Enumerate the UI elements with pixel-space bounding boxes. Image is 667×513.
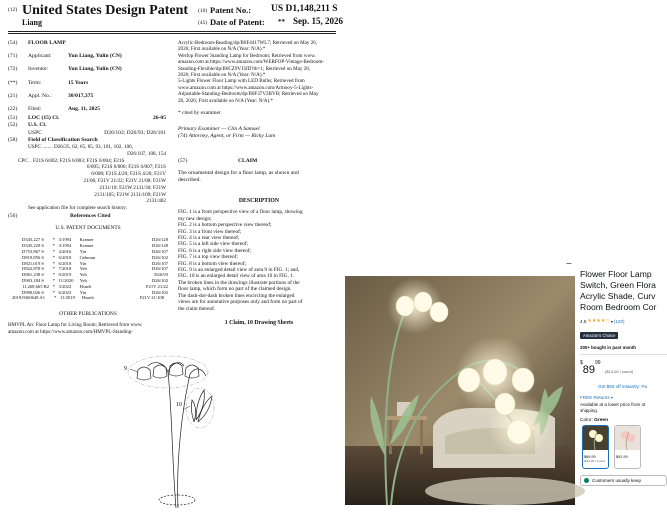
ref-number: D345,229 S [22,243,44,249]
color-swatches [580,425,667,469]
field-label: Filed: [28,106,42,113]
ref-mark: * [52,243,56,249]
patent-no-label: Patent No.: [210,5,252,15]
field-code: (52) [8,122,18,129]
ref-number: D822,878 S [22,266,44,272]
ref-name: Gehman [79,254,96,260]
search-history-note: See application file for complete search history. [28,205,127,212]
field-label: Term: [28,79,42,86]
uspc-value: D26/102; D26/93; D26/101 [104,129,166,136]
uspc-row [8,130,168,137]
date-label: Date of Patent: [210,17,265,27]
swatch-green[interactable] [582,425,609,469]
field-term-row [8,80,168,87]
patent-title: United States Design Patent [22,3,189,18]
ref-name: Yeh [79,277,87,283]
field-value: 26-05 [152,115,166,122]
ref-mark: * [52,277,56,283]
patent-drawing [110,350,230,508]
field-code: (**) [8,79,18,86]
other-publication-line: HMVPL Arc Floor Lamp for Living Room; Retrieved from www. [8,322,143,329]
unit-price: ($14.00 / count) [605,369,634,374]
ref-cont-line: 2026; First available on N/A (Year: N/A).* [178,72,266,79]
search-line: 2131/402 [146,198,166,205]
star-rating-icon: ★★★★☆ [587,318,610,324]
ref-name: Kramer [79,237,94,243]
amazons-choice-badge: Amazon's Choice [580,332,618,339]
search-line: 6/008; F21S 4/20; F21S 4/28; F21V [91,171,166,178]
ref-date: 3/1994 [58,237,72,243]
ref-class: D26/102 [151,254,168,260]
floor-lamp-line-drawing [110,350,230,508]
swatch-price: $92.99 [616,455,628,459]
field-filed-row [8,106,168,113]
swatch-alt-image [615,426,640,450]
keep-note [580,475,667,486]
us-class-row [8,122,168,129]
field-code: (58) [8,136,18,143]
ref-class: D26/128 [151,243,168,249]
desc-line: FIG. 8 is a bottom view thereof; [178,260,247,267]
loc-class-row [8,115,168,122]
desc-line: FIG. 3 is a front view thereof; [178,228,242,235]
field-value: Yun Liang, Yulin (CN) [68,66,122,73]
other-publication-line: amazon.com at https://www.amazon.com/HMVPL-Standing- [8,328,133,335]
title-line: Acrylic Shade, Curv [580,291,656,301]
search-line: 6/005; F21S 6/006; F21S 6/007; F21S [86,164,166,171]
field-value: Aug. 11, 2025 [68,106,101,113]
desc-line: my new design; [178,215,212,222]
search-line: 21/06; F21V 21/22; F21V 21/08; F21W [83,178,166,185]
desc-line: floor lamp, which form no part of the claimed design. [178,286,292,293]
ref-class: D26/107 [151,266,168,272]
references-heading-row [8,213,168,220]
right-column [178,40,338,139]
kind-code-10: (10) [198,8,208,14]
swatch-unit-price: ($14.00 / count) [584,459,606,463]
check-circle-icon [584,478,589,483]
date-stars: ** [278,18,285,26]
ref-mark: * [52,260,56,266]
other-publications-title: OTHER PUBLICATIONS [59,311,117,318]
description-section [178,198,340,326]
ref-name: Hsueh [79,283,92,289]
claim-text-line: The ornamental design for a floor lamp, as shown and [178,170,299,176]
ref-date: 9/2019 [58,272,72,278]
field-appl-row [8,93,168,100]
ref-mark: * [52,254,56,260]
reference-row [12,295,168,301]
kind-code-12: (12) [8,7,18,13]
price-whole: 89 [582,364,596,376]
search-line: 2131/10; F21W 2131/30; F21W [99,184,166,191]
desc-line: FIG. 4 is a rear view thereof; [178,235,240,242]
search-line: USPC ........ D26/25, 62, 65, 85, 93, 101, 102, 106, [28,144,134,151]
field-code: (54) [8,40,18,46]
price-symbol: $ [580,360,583,366]
search-field-row [8,137,168,144]
lamp-title: FLOOR LAMP [28,40,66,46]
search-lines [8,144,168,205]
references-cited [8,213,168,336]
desc-line: The dash-dot-dash broken lines encircling the enlarged [178,292,295,299]
uspc-label: USPC [28,129,42,136]
lower-price-note [580,402,667,414]
rating-row[interactable] [580,318,667,324]
product-photo[interactable] [345,276,575,505]
field-value: 30/017,375 [68,92,94,99]
ref-class: D26/93 [154,272,168,278]
ref-date: 3/2022 [58,283,72,289]
ref-date: 3/1994 [58,243,72,249]
ref-class: F21V 21/108 [139,295,164,301]
search-line: 2131/105; F21W 2131/109; F21W [94,191,166,198]
ref-mark: * [52,249,56,254]
ref-number: D990,026 S [22,289,44,295]
header-rule-bottom [8,33,336,34]
claims-drawings-count: 1 Claim, 10 Drawing Sheets [224,319,294,326]
ref-number: D861,238 S [22,272,44,278]
ref-name: Yin [79,249,87,254]
title-line: Room Bedroom Cor [580,302,657,312]
patent-no: US D1,148,211 S [271,4,338,14]
field-code: (72) [8,66,18,73]
ref-name: Yeh [79,266,87,272]
desc-line: the claim thereof. [178,305,216,312]
bibliographic-fields [8,40,168,212]
ref-class: F21V 21/22 [145,283,168,289]
header-rule-top [8,31,336,32]
floor-lamp-photo [345,276,575,505]
field-label: Appl. No.: [28,92,52,99]
lower-price-line: Available at a lower price from ot [580,402,646,407]
ref-cont-line: www.amazon.com at https://www.amazon.com/Armooy-5-Lights- [178,84,314,91]
ref-cont-line: Werfop Flower Standing Lamp for Bedroom; Retrieved from www. [178,52,316,59]
ref-date: 6/2018 [58,260,72,266]
review-count[interactable]: (120) [613,318,625,324]
ref-name: Yeh [79,272,87,278]
color-label: Color: [580,418,593,423]
ref-class: D26/107 [151,260,168,266]
ref-mark: * [52,272,56,278]
chevron-down-icon: ▾ [610,395,613,400]
field-code: (21) [8,92,18,99]
ref-date: 7/2018 [58,266,72,272]
product-listing [566,259,667,508]
ref-number: 11,268,665 B2 [22,283,50,289]
desc-line: FIG. 7 is a top view thereof; [178,254,238,261]
claim-text-line: described. [178,177,201,183]
field-value: 15 Years [68,79,89,86]
field-code: (56) [8,213,18,219]
ref-cont-line: 5-Lights Flower Floor Lamp with LED Bulbs; Retrieved from [178,78,305,85]
ref-mark: * [52,266,56,272]
field-value: Yun Liang, Yulin (CN) [68,53,122,60]
ref-date: 11/2019 [60,295,75,301]
attorney: (74) Attorney, Agent, or Firm — Ricky Lam [178,132,276,139]
swatch-green-image [583,426,608,450]
ref-class: D26/102 [151,289,168,295]
ref-number: D819,856 S [22,254,44,260]
close-icon[interactable]: − [566,259,572,270]
bought-count: 200+ bought in past month [580,345,636,350]
references-title: References Cited [70,213,111,219]
cited-by-note: * cited by examiner [178,110,221,117]
fig9-label: 9 [124,366,127,372]
ref-number: D903,184 S [22,277,44,283]
ref-number: D753,867 S [22,249,44,254]
field-applicant-row [8,53,168,60]
claim-section [178,158,338,184]
ref-date: 6/2023 [58,289,72,295]
keep-note-text: Customers usually keep [592,478,642,483]
price-fraction: 99 [595,360,601,366]
claim-code: (57) [178,158,188,164]
product-title[interactable] [580,269,667,313]
desc-line: views are for annotative purposes only and form no part of [178,299,303,306]
color-value: Green [594,418,609,423]
ref-cont-line: 2026; First available on N/A (Year: N/A).* [178,46,266,53]
desc-line: The broken lines in the drawings illustrate portions of the [178,279,300,286]
references-subtitle: U.S. PATENT DOCUMENTS [55,225,121,232]
swatch-price: $89.99 [584,455,596,459]
claim-title: CLAIM [238,158,258,164]
field-label: U.S. Cl. [28,122,47,129]
color-row [580,418,667,423]
search-line: CPC .. F21S 6/002; F21S 6/003; F21S 6/004; F21S [18,157,125,164]
ref-mark: * [52,289,56,295]
ref-class: D26/102 [151,277,168,283]
desc-line: FIG. 5 is a left side view thereof; [178,241,249,248]
ref-mark: * [52,237,56,243]
patent-header [8,3,344,29]
desc-line: FIG. 9 is an enlarged detail view of area 9 in FIG. 1; and, [178,267,300,274]
kind-code-45: (45) [198,20,208,26]
field-label: Inventor: [28,66,49,73]
ref-class: D26/107 [151,249,168,254]
search-line: D26/107, 108, 154 [127,150,166,157]
free-returns-row[interactable] [580,395,667,400]
title-line: Flower Floor Lamp [580,269,652,279]
title-line: Switch, Green Flora [580,280,656,290]
field-code: (22) [8,106,18,113]
ref-date: 6/2018 [58,254,72,260]
price-block [580,360,667,378]
description-title: DESCRIPTION [238,198,280,204]
desc-line: FIG. 2 is a bottom perspective view thereof; [178,222,272,229]
ref-date: 11/2020 [58,277,74,283]
ref-mark: * [54,295,57,301]
chevron-down-icon: ▾ [610,318,613,324]
ref-number: D345,227 S [22,237,44,243]
field-inventor-row [8,66,168,73]
field-code: (51) [8,115,18,122]
ref-name: Hsueh [82,295,94,301]
ref-cont-line: Adjustable-Standing-Bedroom/dp/B0F37V2BVB; Retrieved on May [178,91,319,98]
reference-table [8,237,168,301]
ref-class: D26/128 [151,237,168,243]
rating-value: 4.5 [580,318,587,324]
field-title-row [8,40,168,47]
ref-name: Yin [79,260,87,266]
ref-number: D821,019 S [22,260,44,266]
ref-cont-line: Standing-Flexible/dp/B0CZ9VJ3JD?th=1; Retrieved on May 28, [178,65,311,72]
primary-examiner: Primary Examiner — Clin A Samuel [178,126,260,133]
ref-name: Yin [79,289,87,295]
field-code: (71) [8,53,18,60]
fig10-label: 10 [176,402,182,408]
divider [580,354,667,355]
free-returns-link: FREE Returns [580,395,610,400]
field-label: Applicant: [28,53,52,60]
lower-price-line: shipping. [580,408,599,413]
ref-cont-line: 28, 2026; First available on N/A (Year: N/A).* [178,97,273,104]
patent-date: Sep. 15, 2026 [293,16,344,26]
field-label: LOC (15) Cl. [28,115,60,122]
ref-mark: * [52,283,56,289]
field-label: Field of Classification Search [28,136,98,143]
coupon-link[interactable]: Get $50 off instantly: Pa [598,384,647,389]
ref-cont-line: Acrylic-Bedroom-Reading/dp/B0F4417WL7; Retrieved on May 26, [178,40,318,46]
claim-heading-row [178,158,338,165]
ref-name: Kramer [79,243,94,249]
ref-cont-line: amazon.com at https://www.amazon.com/WERFOP-Vintage-Bedroom- [178,59,325,66]
ref-date: 4/2016 [58,249,72,254]
desc-line: FIG. 10 is an enlarged detail view of area 10 in FIG. 1. [178,273,295,280]
ref-number: 2019/0360648 A1 [12,295,46,301]
inventor-surname: Liang [22,18,43,27]
desc-line: FIG. 6 is a right side view thereof; [178,247,251,254]
desc-line: FIG. 1 is a front perspective view of a floor lamp, showing [178,209,303,216]
swatch-alt[interactable] [614,425,641,469]
